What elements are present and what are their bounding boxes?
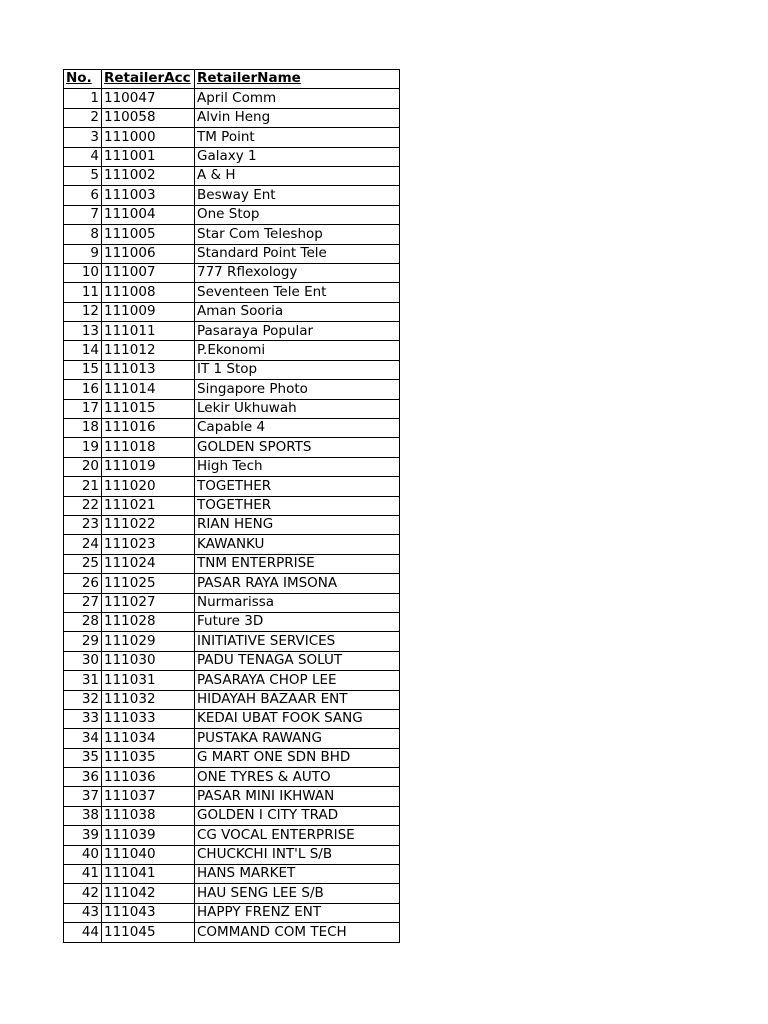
row-number-cell: 16 xyxy=(64,380,102,399)
retailer-name-cell: PASAR RAYA IMSONA xyxy=(195,574,400,593)
row-number-cell: 31 xyxy=(64,671,102,690)
table-row xyxy=(64,225,400,244)
row-number-cell: 10 xyxy=(64,263,102,282)
retailer-name-cell: ONE TYRES & AUTO xyxy=(195,768,400,787)
retailer-acc-cell: 110058 xyxy=(102,108,195,127)
row-number-cell: 37 xyxy=(64,787,102,806)
retailer-name-cell: PASAR MINI IKHWAN xyxy=(195,787,400,806)
retailer-name-cell: Besway Ent xyxy=(195,186,400,205)
table-row xyxy=(64,419,400,438)
retailer-acc-cell: 111016 xyxy=(102,419,195,438)
table-row xyxy=(64,322,400,341)
retailer-acc-cell: 111021 xyxy=(102,496,195,515)
table-row xyxy=(64,89,400,108)
retailer-name-cell: Pasaraya Popular xyxy=(195,322,400,341)
retailer-name-cell: KEDAI UBAT FOOK SANG xyxy=(195,709,400,728)
retailer-name-cell: COMMAND COM TECH xyxy=(195,923,400,942)
row-number-cell: 1 xyxy=(64,89,102,108)
row-number-cell: 6 xyxy=(64,186,102,205)
table-row xyxy=(64,884,400,903)
table-row xyxy=(64,457,400,476)
retailer-acc-cell: 111014 xyxy=(102,380,195,399)
retailer-name-cell: PASARAYA CHOP LEE xyxy=(195,671,400,690)
row-number-cell: 5 xyxy=(64,166,102,185)
row-number-cell: 27 xyxy=(64,593,102,612)
table-row xyxy=(64,768,400,787)
row-number-cell: 26 xyxy=(64,574,102,593)
retailer-acc-cell: 111040 xyxy=(102,845,195,864)
retailer-acc-cell: 111037 xyxy=(102,787,195,806)
retailer-acc-cell: 111036 xyxy=(102,768,195,787)
retailer-acc-cell: 111024 xyxy=(102,554,195,573)
row-number-cell: 28 xyxy=(64,612,102,631)
retailer-table xyxy=(63,69,400,943)
table-row xyxy=(64,554,400,573)
table-row xyxy=(64,535,400,554)
table-row xyxy=(64,593,400,612)
table-row xyxy=(64,903,400,922)
table-row xyxy=(64,496,400,515)
header-row xyxy=(64,70,400,89)
retailer-acc-cell: 111025 xyxy=(102,574,195,593)
retailer-acc-cell: 111007 xyxy=(102,263,195,282)
retailer-name-cell: Capable 4 xyxy=(195,419,400,438)
retailer-name-cell: A & H xyxy=(195,166,400,185)
retailer-acc-cell: 110047 xyxy=(102,89,195,108)
retailer-name-cell: CHUCKCHI INT'L S/B xyxy=(195,845,400,864)
retailer-acc-cell: 111045 xyxy=(102,923,195,942)
retailer-acc-cell: 111015 xyxy=(102,399,195,418)
table-row xyxy=(64,574,400,593)
retailer-acc-cell: 111039 xyxy=(102,826,195,845)
table-row xyxy=(64,690,400,709)
table-row xyxy=(64,865,400,884)
retailer-acc-cell: 111013 xyxy=(102,360,195,379)
row-number-cell: 8 xyxy=(64,225,102,244)
retailer-name-cell: TOGETHER xyxy=(195,496,400,515)
retailer-acc-cell: 111006 xyxy=(102,244,195,263)
table-row xyxy=(64,438,400,457)
retailer-name-cell: Standard Point Tele xyxy=(195,244,400,263)
row-number-cell: 43 xyxy=(64,903,102,922)
row-number-cell: 23 xyxy=(64,515,102,534)
retailer-name-cell: TOGETHER xyxy=(195,477,400,496)
row-number-cell: 40 xyxy=(64,845,102,864)
row-number-cell: 3 xyxy=(64,128,102,147)
row-number-cell: 32 xyxy=(64,690,102,709)
row-number-cell: 35 xyxy=(64,748,102,767)
row-number-cell: 13 xyxy=(64,322,102,341)
table-row xyxy=(64,806,400,825)
table-row xyxy=(64,826,400,845)
header-no-label: No. xyxy=(66,70,92,87)
row-number-cell: 2 xyxy=(64,108,102,127)
row-number-cell: 9 xyxy=(64,244,102,263)
table-row xyxy=(64,709,400,728)
retailer-name-cell: TNM ENTERPRISE xyxy=(195,554,400,573)
row-number-cell: 25 xyxy=(64,554,102,573)
retailer-acc-cell: 111033 xyxy=(102,709,195,728)
retailer-acc-cell: 111005 xyxy=(102,225,195,244)
retailer-name-cell: Lekir Ukhuwah xyxy=(195,399,400,418)
table-row xyxy=(64,380,400,399)
retailer-name-cell: P.Ekonomi xyxy=(195,341,400,360)
table-row xyxy=(64,612,400,631)
table-row xyxy=(64,651,400,670)
row-number-cell: 7 xyxy=(64,205,102,224)
header-retailer-name xyxy=(195,70,400,89)
row-number-cell: 11 xyxy=(64,283,102,302)
retailer-name-cell: Aman Sooria xyxy=(195,302,400,321)
retailer-acc-cell: 111031 xyxy=(102,671,195,690)
row-number-cell: 12 xyxy=(64,302,102,321)
retailer-acc-cell: 111019 xyxy=(102,457,195,476)
retailer-name-cell: HANS MARKET xyxy=(195,865,400,884)
row-number-cell: 20 xyxy=(64,457,102,476)
retailer-name-cell: One Stop xyxy=(195,205,400,224)
table-row xyxy=(64,108,400,127)
retailer-acc-cell: 111023 xyxy=(102,535,195,554)
row-number-cell: 42 xyxy=(64,884,102,903)
row-number-cell: 15 xyxy=(64,360,102,379)
retailer-name-cell: CG VOCAL ENTERPRISE xyxy=(195,826,400,845)
retailer-acc-cell: 111030 xyxy=(102,651,195,670)
table-row xyxy=(64,845,400,864)
table-body xyxy=(64,89,400,942)
row-number-cell: 17 xyxy=(64,399,102,418)
retailer-name-cell: HAPPY FRENZ ENT xyxy=(195,903,400,922)
retailer-name-cell: Alvin Heng xyxy=(195,108,400,127)
retailer-acc-cell: 111022 xyxy=(102,515,195,534)
table-row xyxy=(64,186,400,205)
row-number-cell: 18 xyxy=(64,419,102,438)
row-number-cell: 30 xyxy=(64,651,102,670)
row-number-cell: 24 xyxy=(64,535,102,554)
retailer-name-cell: IT 1 Stop xyxy=(195,360,400,379)
retailer-name-cell: HAU SENG LEE S/B xyxy=(195,884,400,903)
table-row xyxy=(64,147,400,166)
table-row xyxy=(64,399,400,418)
retailer-acc-cell: 111028 xyxy=(102,612,195,631)
retailer-acc-cell: 111035 xyxy=(102,748,195,767)
table-row xyxy=(64,263,400,282)
retailer-acc-cell: 111038 xyxy=(102,806,195,825)
retailer-name-cell: Singapore Photo xyxy=(195,380,400,399)
row-number-cell: 21 xyxy=(64,477,102,496)
table-row xyxy=(64,748,400,767)
row-number-cell: 19 xyxy=(64,438,102,457)
retailer-name-cell: HIDAYAH BAZAAR ENT xyxy=(195,690,400,709)
retailer-name-cell: GOLDEN SPORTS xyxy=(195,438,400,457)
row-number-cell: 34 xyxy=(64,729,102,748)
retailer-name-cell: Star Com Teleshop xyxy=(195,225,400,244)
table-row xyxy=(64,477,400,496)
retailer-acc-cell: 111042 xyxy=(102,884,195,903)
retailer-name-cell: 777 Rflexology xyxy=(195,263,400,282)
table-row xyxy=(64,515,400,534)
retailer-acc-cell: 111012 xyxy=(102,341,195,360)
retailer-name-cell: G MART ONE SDN BHD xyxy=(195,748,400,767)
retailer-acc-cell: 111011 xyxy=(102,322,195,341)
header-retailer-acc xyxy=(102,70,195,89)
retailer-name-cell: PADU TENAGA SOLUT xyxy=(195,651,400,670)
retailer-name-cell: RIAN HENG xyxy=(195,515,400,534)
retailer-name-cell: High Tech xyxy=(195,457,400,476)
retailer-acc-cell: 111003 xyxy=(102,186,195,205)
retailer-acc-cell: 111020 xyxy=(102,477,195,496)
row-number-cell: 22 xyxy=(64,496,102,515)
row-number-cell: 33 xyxy=(64,709,102,728)
row-number-cell: 39 xyxy=(64,826,102,845)
row-number-cell: 4 xyxy=(64,147,102,166)
table-row xyxy=(64,283,400,302)
table-row xyxy=(64,671,400,690)
retailer-acc-cell: 111001 xyxy=(102,147,195,166)
retailer-acc-cell: 111027 xyxy=(102,593,195,612)
header-no xyxy=(64,70,102,89)
row-number-cell: 14 xyxy=(64,341,102,360)
retailer-name-cell: Future 3D xyxy=(195,612,400,631)
retailer-name-cell: TM Point xyxy=(195,128,400,147)
retailer-acc-cell: 111043 xyxy=(102,903,195,922)
retailer-name-cell: GOLDEN I CITY TRAD xyxy=(195,806,400,825)
retailer-name-cell: Nurmarissa xyxy=(195,593,400,612)
retailer-acc-cell: 111008 xyxy=(102,283,195,302)
retailer-name-cell: KAWANKU xyxy=(195,535,400,554)
retailer-acc-cell: 111032 xyxy=(102,690,195,709)
retailer-acc-cell: 111034 xyxy=(102,729,195,748)
table-row xyxy=(64,302,400,321)
retailer-acc-cell: 111041 xyxy=(102,865,195,884)
table-row xyxy=(64,341,400,360)
table-row xyxy=(64,787,400,806)
retailer-acc-cell: 111002 xyxy=(102,166,195,185)
retailer-name-cell: INITIATIVE SERVICES xyxy=(195,632,400,651)
table-row xyxy=(64,166,400,185)
retailer-acc-cell: 111009 xyxy=(102,302,195,321)
row-number-cell: 44 xyxy=(64,923,102,942)
row-number-cell: 38 xyxy=(64,806,102,825)
retailer-name-cell: PUSTAKA RAWANG xyxy=(195,729,400,748)
retailer-name-cell: Galaxy 1 xyxy=(195,147,400,166)
retailer-acc-cell: 111004 xyxy=(102,205,195,224)
header-retailer-acc-label: RetailerAcc xyxy=(104,70,191,87)
retailer-name-cell: Seventeen Tele Ent xyxy=(195,283,400,302)
retailer-name-cell: April Comm xyxy=(195,89,400,108)
table-row xyxy=(64,729,400,748)
table-row xyxy=(64,244,400,263)
table-row xyxy=(64,128,400,147)
retailer-acc-cell: 111029 xyxy=(102,632,195,651)
retailer-acc-cell: 111018 xyxy=(102,438,195,457)
row-number-cell: 36 xyxy=(64,768,102,787)
table-row xyxy=(64,360,400,379)
row-number-cell: 41 xyxy=(64,865,102,884)
header-retailer-name-label: RetailerName xyxy=(197,70,301,87)
row-number-cell: 29 xyxy=(64,632,102,651)
table-row xyxy=(64,632,400,651)
table-row xyxy=(64,205,400,224)
table-row xyxy=(64,923,400,942)
retailer-acc-cell: 111000 xyxy=(102,128,195,147)
